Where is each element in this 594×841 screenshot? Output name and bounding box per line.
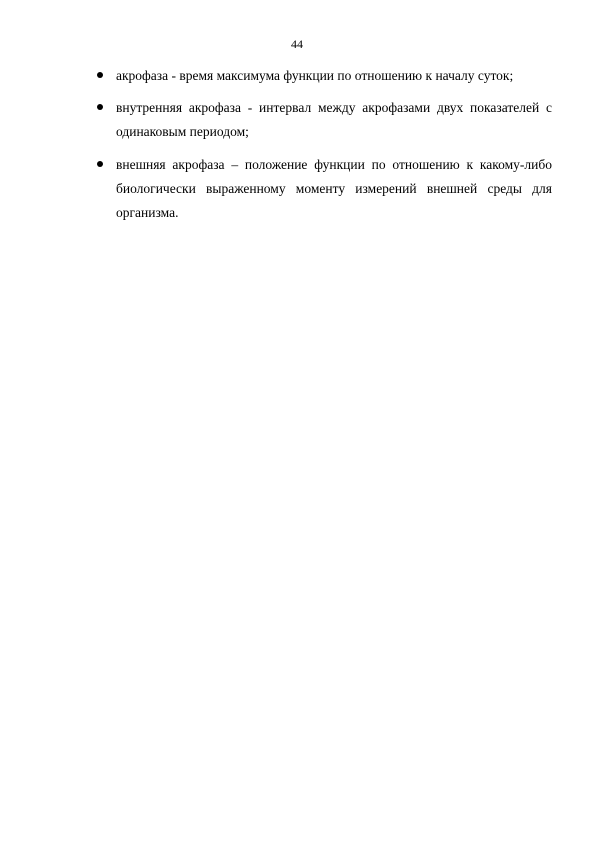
list-item-acrophase <box>96 64 552 88</box>
list-item-internal-acrophase <box>96 96 552 144</box>
list-item-text: внешняя акрофаза – положение функции по отношению к какому-либо биологически выраженному моменту измерений внешней среды для организма. <box>116 157 552 220</box>
list-item-text: акрофаза - время максимума функции по отношению к началу суток; <box>116 68 514 83</box>
bullet-icon <box>97 104 103 110</box>
definition-list <box>96 64 552 233</box>
bullet-icon <box>97 161 103 167</box>
list-item-text: внутренняя акрофаза - интервал между акрофазами двух показателей с одинаковым периодом; <box>116 100 552 139</box>
bullet-icon <box>97 72 103 78</box>
list-item-external-acrophase <box>96 153 552 225</box>
page-number: 44 <box>291 37 303 51</box>
